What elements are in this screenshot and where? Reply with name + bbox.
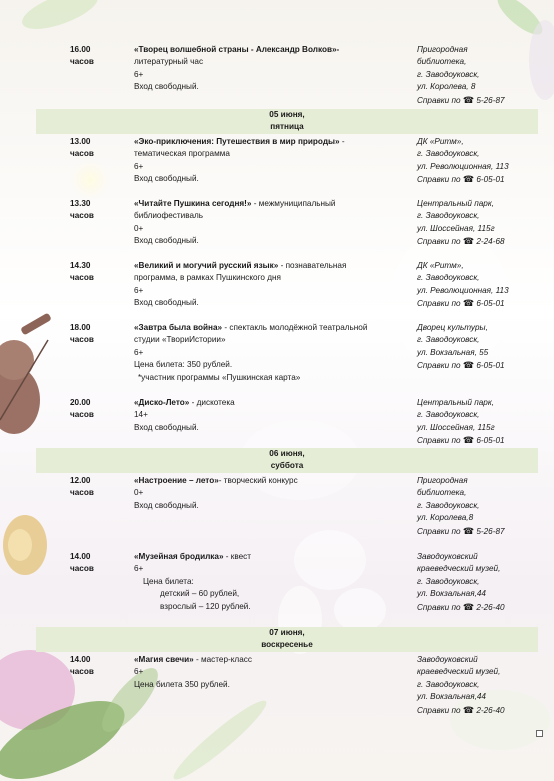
date-band: 06 июня, суббота xyxy=(36,448,538,473)
event-description: «Музейная бродилка» - квест 6+ Цена билета: детский – 60 рублей, взрослый – 120 рублей. xyxy=(134,552,252,611)
event-phone: Справки по ☎ 6-05-01 xyxy=(417,298,505,309)
event-description: «Великий и могучий русский язык» - познавательная программа, в рамках Пушкинского дня 6+ Вход свободный. xyxy=(134,261,347,308)
event-venue: Центральный парк, г. Заводоуковск, ул. Шоссейная, 115г Справки по ☎ 2-24-68 xyxy=(417,198,537,249)
event-description: «Настроение – лето»- творческий конкурс 0+ Вход свободный. xyxy=(134,476,298,510)
event-title: «Читайте Пушкина сегодня!» xyxy=(134,199,252,208)
event-time: 16.00 часов xyxy=(70,45,94,67)
event-venue: Заводоуковский краеведческий музей, г. Заводоуковск, ул. Вокзальная,44 Справки по ☎ 2-26-40 xyxy=(417,654,537,717)
event-time: 14.00 часов xyxy=(70,655,94,677)
phone-icon: ☎ xyxy=(462,236,475,247)
event-venue: Пригородная библиотека, г. Заводоуковск, ул. Королева, 8 Справки по ☎ 5-26-87 xyxy=(417,44,537,107)
event-phone: Справки по ☎ 5-26-87 xyxy=(417,525,505,536)
phone-icon: ☎ xyxy=(462,435,475,446)
event-title: «Магия свечи» xyxy=(134,655,194,664)
phone-icon: ☎ xyxy=(462,174,475,185)
event-phone: Справки по ☎ 2-24-68 xyxy=(417,236,505,247)
date-band: 07 июня, воскресенье xyxy=(36,627,538,652)
event-phone: Справки по ☎ 2-26-40 xyxy=(417,601,505,612)
event-title: «Завтра была война» xyxy=(134,323,223,332)
event-title: «Музейная бродилка» xyxy=(134,552,224,561)
event-title: «Эко-приключения: Путешествия в мир природы» xyxy=(134,137,340,146)
event-phone: Справки по ☎ 6-05-01 xyxy=(417,435,505,446)
event-title: «Творец волшебной страны - Александр Волков»- xyxy=(134,45,340,54)
event-description: «Магия свечи» - мастер-класс 6+ Цена билета 350 рублей. xyxy=(134,655,252,689)
phone-icon: ☎ xyxy=(462,525,475,536)
event-time: 14.00 часов xyxy=(70,552,94,574)
event-description: «Читайте Пушкина сегодня!» - межмуниципальный библиофестиваль 0+ Вход свободный. xyxy=(134,199,336,246)
event-venue: Дворец культуры, г. Заводоуковск, ул. Вокзальная, 55 Справки по ☎ 6-05-01 xyxy=(417,322,537,373)
phone-icon: ☎ xyxy=(462,601,475,612)
date-band: 05 июня, пятница xyxy=(36,109,538,134)
phone-icon: ☎ xyxy=(462,360,475,371)
event-phone: Справки по ☎ 6-05-01 xyxy=(417,174,505,185)
event-phone: Справки по ☎ 6-05-01 xyxy=(417,360,505,371)
event-venue: ДК «Ритм», г. Заводоуковск, ул. Революционная, 113 Справки по ☎ 6-05-01 xyxy=(417,136,537,187)
event-time: 14.30 часов xyxy=(70,261,94,283)
event-venue: Пригородная библиотека, г. Заводоуковск, ул. Королева,8 Справки по ☎ 5-26-87 xyxy=(417,475,537,538)
resize-handle[interactable] xyxy=(536,730,543,737)
phone-icon: ☎ xyxy=(462,704,475,715)
event-title: «Великий и могучий русский язык» xyxy=(134,261,279,270)
event-time: 13.30 часов xyxy=(70,199,94,221)
event-time: 12.00 часов xyxy=(70,476,94,498)
event-time: 13.00 часов xyxy=(70,137,94,159)
event-venue: ДК «Ритм», г. Заводоуковск, ул. Революционная, 113 Справки по ☎ 6-05-01 xyxy=(417,260,537,311)
event-time: 18.00 часов xyxy=(70,323,94,345)
event-description: «Диско-Лето» - дискотека 14+ Вход свободный. xyxy=(134,398,235,432)
phone-icon: ☎ xyxy=(462,298,475,309)
event-title: «Настроение – лето» xyxy=(134,476,219,485)
event-description: «Эко-приключения: Путешествия в мир природы» - тематическая программа 6+ Вход свободный. xyxy=(134,137,345,184)
event-venue: Заводоуковский краеведческий музей, г. Заводоуковск, ул. Вокзальная,44 Справки по ☎ 2-26-40 xyxy=(417,551,537,614)
event-time: 20.00 часов xyxy=(70,398,94,420)
event-description: «Творец волшебной страны - Александр Волков»- литературный час 6+ Вход свободный. xyxy=(134,44,406,94)
event-description: «Завтра была война» - спектакль молодёжной театральной студии «ТвориИстории» 6+ Цена билета: 350 рублей. *участник программы «Пушкинская карта» xyxy=(134,323,368,382)
event-title: «Диско-Лето» xyxy=(134,398,190,407)
phone-icon: ☎ xyxy=(462,94,475,105)
event-phone: Справки по ☎ 5-26-87 xyxy=(417,94,505,105)
event-phone: Справки по ☎ 2-26-40 xyxy=(417,704,505,715)
event-venue: Центральный парк, г. Заводоуковск, ул. Шоссейная, 115г Справки по ☎ 6-05-01 xyxy=(417,397,537,448)
